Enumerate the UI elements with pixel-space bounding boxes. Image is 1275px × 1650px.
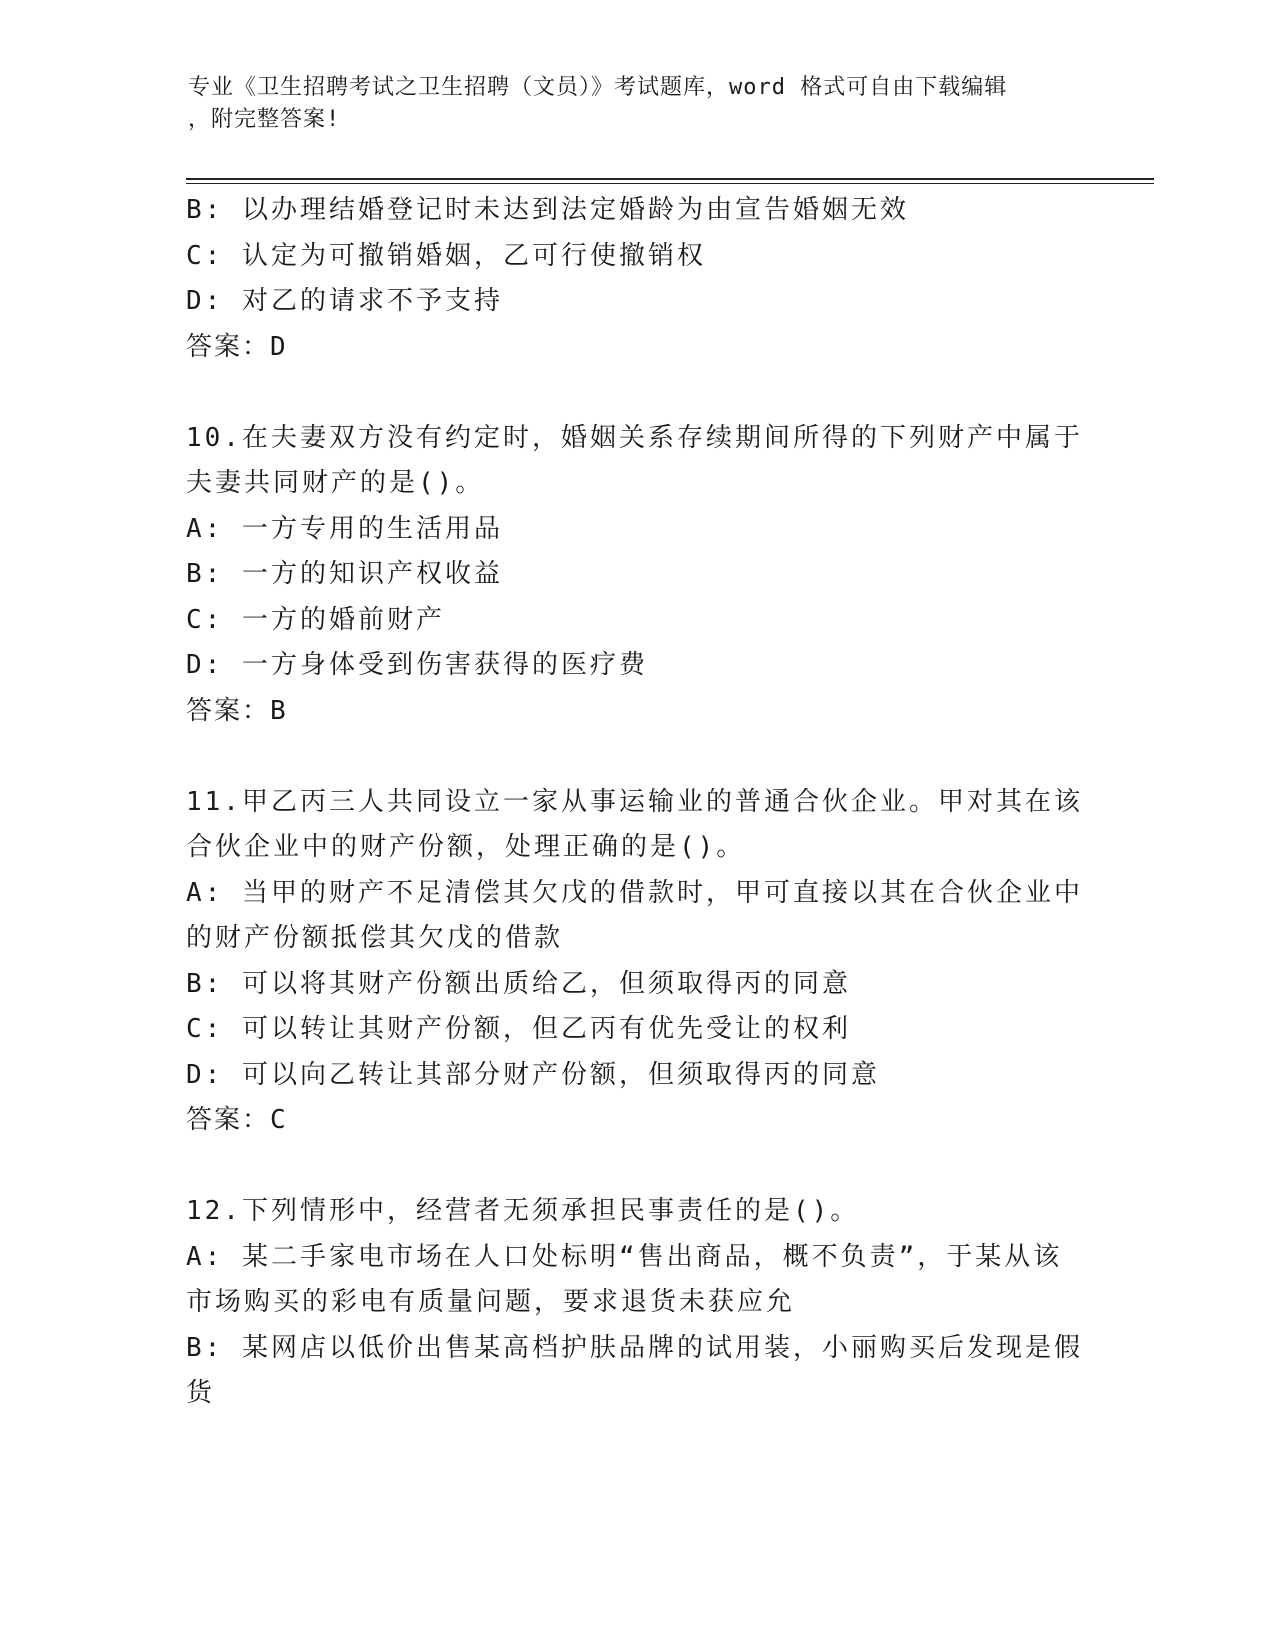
question-stem-line-2: 合伙企业中的财产份额，处理正确的是()。	[186, 832, 746, 862]
question-stem-line-1: 10.在夫妻双方没有约定时，婚姻关系存续期间所得的下列财产中属于	[186, 422, 1083, 453]
question-stem-line-1: 12.下列情形中，经营者无须承担民事责任的是()。	[186, 1196, 860, 1226]
option-a-line-1: A: 某二手家电市场在人口处标明“售出商品，概不负责”，于某从该	[186, 1241, 1063, 1272]
question-12	[186, 1189, 1086, 1417]
question-stem-line-2: 夫妻共同财产的是()。	[186, 468, 485, 498]
spacer	[186, 1144, 1086, 1190]
answer: 答案：D	[186, 331, 288, 362]
option-d: D: 可以向乙转让其部分财产份额，但须取得丙的同意	[186, 1059, 880, 1090]
option-c: C: 可以转让其财产份额，但乙丙有优先受让的权利	[186, 1014, 851, 1044]
header-line-1: 专业《卫生招聘考试之卫生招聘（文员）》考试题库，word 格式可自由下载编辑	[188, 75, 1008, 100]
option-a-line-1: A: 当甲的财产不足清偿其欠戊的借款时，甲可直接以其在合伙企业中	[186, 877, 1083, 908]
option-b-line-1: B: 某网店以低价出售某高档护肤品牌的试用装，小丽购买后发现是假	[186, 1332, 1083, 1363]
option-b: B: 一方的知识产权收益	[186, 559, 503, 589]
question-9-tail	[186, 188, 1086, 370]
option-d: D: 一方身体受到伤害获得的医疗费	[186, 650, 648, 680]
answer: 答案：B	[186, 695, 288, 726]
header-rule-thick	[186, 178, 1154, 180]
question-content	[186, 188, 1086, 1417]
spacer	[186, 734, 1086, 780]
option-a-line-2: 的财产份额抵偿其欠戊的借款	[186, 923, 564, 953]
document-header	[188, 72, 1068, 136]
question-11	[186, 780, 1086, 1144]
answer: 答案：C	[186, 1105, 288, 1135]
option-a: A: 一方专用的生活用品	[186, 513, 503, 544]
spacer	[186, 370, 1086, 416]
option-b: B: 可以将其财产份额出质给乙，但须取得丙的同意	[186, 968, 851, 999]
question-10	[186, 416, 1086, 735]
header-line-2: ，附完整答案!	[188, 107, 341, 132]
option-d: D: 对乙的请求不予支持	[186, 286, 503, 316]
option-c: C: 一方的婚前财产	[186, 604, 445, 635]
question-stem-line-1: 11.甲乙丙三人共同设立一家从事运输业的普通合伙企业。甲对其在该	[186, 786, 1083, 817]
option-b-line-2: 货	[186, 1378, 216, 1408]
header-rule-thin	[186, 183, 1154, 184]
option-a-line-2: 市场购买的彩电有质量问题，要求退货未获应允	[186, 1287, 796, 1317]
option-c: C: 认定为可撤销婚姻，乙可行使撤销权	[186, 240, 706, 271]
option-b: B: 以办理结婚登记时未达到法定婚龄为由宣告婚姻无效	[186, 195, 909, 225]
